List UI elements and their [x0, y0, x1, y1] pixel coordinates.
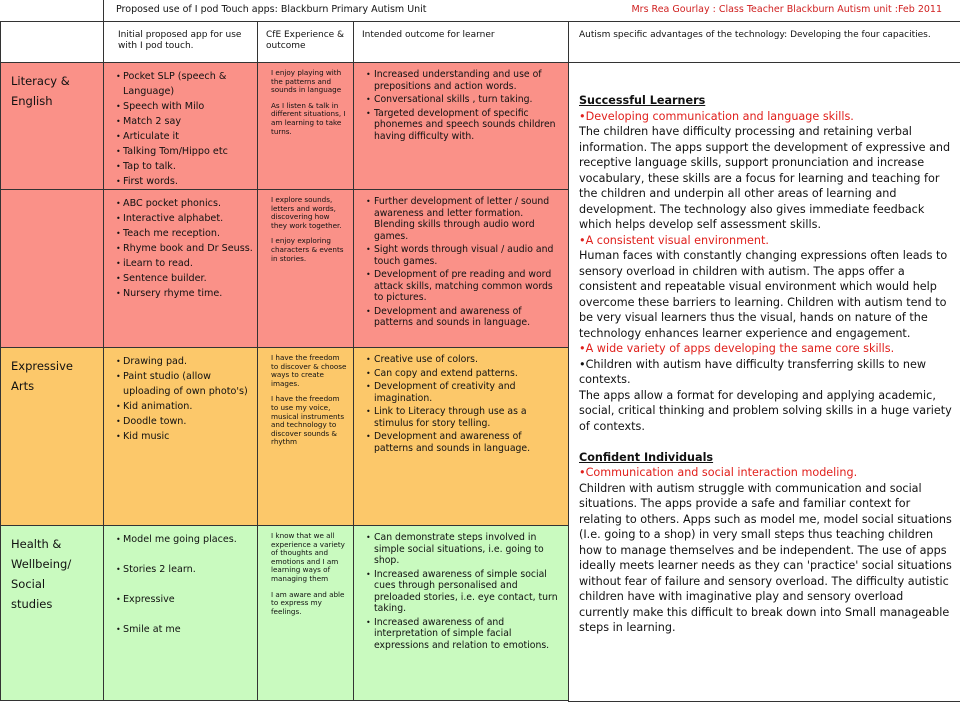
outcome-item: • Development and awareness of patterns and sounds in language.: [368, 306, 562, 329]
app-item: • Smile at me: [118, 622, 253, 637]
body-paragraph: Children with autism struggle with communication and social situations. The apps provide a safe and familiar context for relating to others. Apps such as model me, model social situations (I.e. going to a shop) in very small steps thus teaching children how to manage themselves and be independent. The use of apps ideally meets learner needs as they can 'practice' social situations without fear of failure and sensory overload. The difficulty autistic children have with imaginative play and sensory overload currently make this difficult to break down into Small manageable steps in learning.: [579, 481, 952, 634]
subject-line: studies: [11, 597, 53, 611]
outcome-cell: [354, 526, 569, 701]
experience-cell: [258, 190, 354, 348]
app-item: • Tap to talk.: [118, 159, 253, 174]
body-paragraph: The apps allow a format for developing and applying academic, social, critical thinking and problem solving skills in a huge variety of contexts.: [579, 388, 952, 433]
outcome-item: • Further development of letter / sound awareness and letter formation. Blending skills through audio word games.: [368, 196, 562, 242]
author-credit: Mrs Rea Gourlay : Class Teacher Blackburn Autism unit :Feb 2011: [631, 4, 942, 15]
subject-cell-literacy: [1, 63, 104, 190]
section-heading: Successful Learners: [579, 94, 706, 107]
experience-cell: [258, 63, 354, 190]
header-divider: [103, 0, 104, 21]
header-outcome: [354, 22, 569, 63]
app-item: • Kid music: [118, 429, 253, 444]
body-paragraph: Human faces with constantly changing expressions often leads to sensory overload in children with autism. The apps offer a consistent and repeatable visual environment which would help overcome these barriers to learning. Children with autism tend to be very visual learners thus the visual, hands on nature of the technology enhances learner experience and engagement.: [579, 249, 948, 340]
apps-cell: [104, 63, 258, 190]
app-item: • Doodle town.: [118, 414, 253, 429]
app-item: • Paint studio (allow uploading of own photo's): [118, 369, 253, 399]
subject-cell-expressive-arts: [1, 348, 104, 526]
experience-text: I know that we all experience a variety of thoughts and emotions and I am learning ways of managing them: [271, 531, 345, 583]
app-item: • Sentence builder.: [118, 271, 253, 286]
outcome-item: • Increased awareness of and interpretation of simple facial expressions and relation to emotions.: [368, 617, 562, 652]
experience-cell: [258, 348, 354, 526]
outcome-cell: [354, 190, 569, 348]
experience-text: I enjoy playing with the patterns and sounds in language: [271, 68, 342, 95]
document-header: [0, 0, 960, 21]
app-item: • Expressive: [118, 592, 253, 607]
app-item: • Kid animation.: [118, 399, 253, 414]
app-item: • Rhyme book and Dr Seuss.: [118, 241, 253, 256]
experience-cell: [258, 526, 354, 701]
subject-line: Arts: [11, 379, 35, 393]
outcome-item: • Sight words through visual / audio and touch games.: [368, 244, 562, 267]
app-item: • iLearn to read.: [118, 256, 253, 271]
app-item: • Interactive alphabet.: [118, 211, 253, 226]
experience-text: I have the freedom to discover & choose ways to create images.: [271, 353, 347, 388]
header-experience: [258, 22, 354, 63]
experience-text: I am aware and able to express my feelings.: [271, 589, 345, 616]
outcome-item: • Development of pre reading and word attack skills, matching common words to pictures.: [368, 269, 562, 304]
app-item: • ABC pocket phonics.: [118, 196, 253, 211]
document-title: Proposed use of I pod Touch apps: Blackburn Primary Autism Unit: [116, 4, 427, 15]
outcome-cell: [354, 348, 569, 526]
app-item: • First words.: [118, 174, 253, 189]
app-item: • Pocket SLP (speech & Language): [118, 69, 253, 99]
outcome-item: • Conversational skills , turn taking.: [368, 94, 562, 106]
highlight-point: •Communication and social interaction modeling.: [579, 466, 858, 479]
app-item: • Drawing pad.: [118, 354, 253, 369]
table-row: [1, 63, 960, 190]
subject-line: Wellbeing/: [11, 557, 72, 571]
advantages-cell: [569, 63, 960, 702]
outcome-item: • Creative use of colors.: [368, 354, 562, 366]
app-item: • Match 2 say: [118, 114, 253, 129]
app-item: • Articulate it: [118, 129, 253, 144]
section-heading: Confident Individuals: [579, 450, 714, 464]
body-paragraph: •Children with autism have difficulty transferring skills to new contexts.: [579, 357, 927, 386]
highlight-point: •A consistent visual environment.: [579, 233, 769, 247]
experience-text: As I listen & talk in different situations, I am learning to take turns.: [271, 100, 346, 136]
subject-cell-health: [1, 526, 104, 701]
apps-cell: [104, 348, 258, 526]
outcome-item: • Increased understanding and use of prepositions and action words.: [368, 69, 562, 92]
subject-line: Literacy &: [11, 74, 70, 88]
subject-line: Expressive: [11, 359, 73, 373]
outcome-item: • Development of creativity and imagination.: [368, 381, 562, 404]
app-item: • Nursery rhyme time.: [118, 286, 253, 301]
outcome-item: • Link to Literacy through use as a stimulus for story telling.: [368, 406, 562, 429]
outcome-item: • Increased awareness of simple social cues through personalised and preloaded stories, i.e. eye contact, turn taking.: [368, 569, 562, 615]
experience-text: I explore sounds, letters and words, discovering how they work together.: [271, 195, 342, 230]
header-apps: [104, 22, 258, 63]
experience-text: I enjoy exploring characters & events in stories.: [271, 236, 344, 263]
header-outcome-text: Intended outcome for learner: [362, 30, 495, 40]
subject-line: Social: [11, 577, 46, 591]
header-advantages: [569, 22, 960, 63]
header-experience-text: CfE Experience & outcome: [266, 30, 345, 51]
app-item: • Stories 2 learn.: [118, 562, 253, 577]
app-item: • Model me going places.: [118, 532, 253, 547]
app-item: • Teach me reception.: [118, 226, 253, 241]
outcome-cell: [354, 63, 569, 190]
subject-line: Health &: [11, 537, 62, 551]
header-advantages-text: Autism specific advantages of the technology: Developing the four capacities.: [579, 30, 931, 40]
column-header-row: [1, 22, 960, 63]
highlight-point: •Developing communication and language skills.: [579, 109, 854, 123]
app-item: • Speech with Milo: [118, 99, 253, 114]
subject-line: English: [11, 94, 53, 108]
highlight-point: •A wide variety of apps developing the same core skills.: [579, 342, 895, 355]
app-item: • Talking Tom/Hippo etc: [118, 144, 253, 159]
header-blank-cell: [1, 22, 104, 63]
outcome-item: • Development and awareness of patterns and sounds in language.: [368, 431, 562, 454]
experience-text: I have the freedom to use my voice, musical instruments and technology to discover sounds & rhythm: [271, 394, 345, 447]
subject-cell-empty: [1, 190, 104, 348]
outcome-item: • Can demonstrate steps involved in simple social situations, i.e. going to shop.: [368, 532, 562, 567]
body-paragraph: The children have difficulty processing and retaining verbal information. The apps support the development of expressive and receptive language skills, support pronunciation and increase vocabulary, these skills are a focus for learning and teaching for the children and underpin all other areas of learning and development. The technology also gives immediate feedback which helps develop self assessment skills.: [579, 125, 951, 231]
header-apps-text: Initial proposed app for use with I pod touch.: [118, 30, 242, 51]
apps-cell: [104, 526, 258, 701]
outcome-item: • Can copy and extend patterns.: [368, 368, 562, 380]
apps-cell: [104, 190, 258, 348]
outcome-item: • Targeted development of specific phonemes and speech sounds children having difficulty with.: [368, 108, 562, 143]
planning-table: [0, 21, 960, 702]
